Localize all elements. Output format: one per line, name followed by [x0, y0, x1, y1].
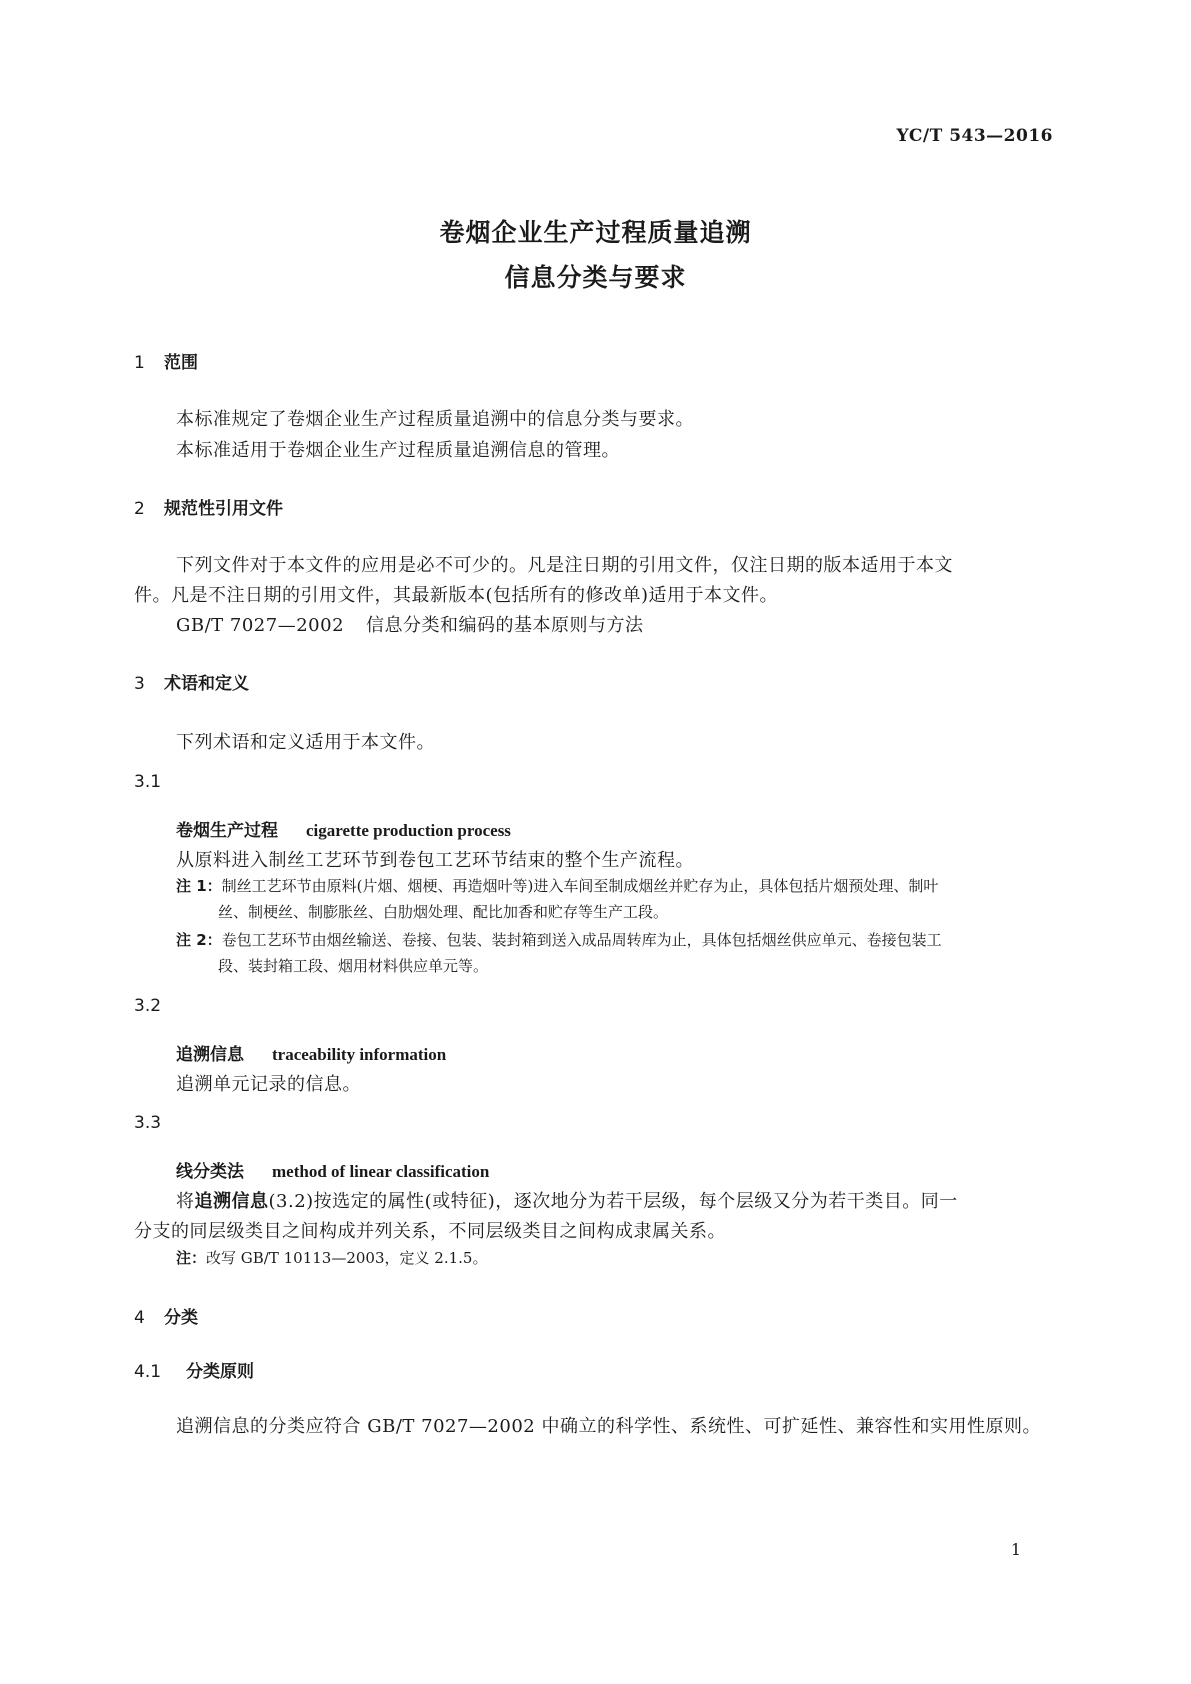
section-4-heading — [134, 1303, 198, 1328]
term-3-3-definition-line-2: 分支的同层级类目之间构成并列关系，不同层级类目之间构成隶属关系。 — [134, 1221, 726, 1242]
term-3-3-definition-line-1 — [176, 1187, 958, 1213]
standard-number: YC/T 543—2016 — [896, 126, 1053, 146]
section-number: 4 — [134, 1308, 145, 1328]
clause-3-1-number: 3.1 — [134, 772, 162, 792]
normative-reference — [176, 611, 644, 637]
term-3-2-definition: 追溯单元记录的信息。 — [176, 1074, 361, 1095]
note-text: 改写 GB/T 10113—2003，定义 2.1.5。 — [206, 1249, 488, 1267]
term-en: cigarette production process — [306, 821, 511, 840]
term-3-1-note-2-line-2: 段、装封箱工段、烟用材料供应单元等。 — [218, 957, 489, 975]
section-number: 3 — [134, 674, 145, 694]
term-3-1-definition: 从原料进入制丝工艺环节到卷包工艺环节结束的整个生产流程。 — [176, 850, 694, 871]
section-title: 规范性引用文件 — [164, 499, 283, 519]
note-text: 卷包工艺环节由烟丝输送、卷接、包装、装封箱到送入成品周转库为止，具体包括烟丝供应单元、卷接包装工 — [221, 931, 942, 949]
section-2-paragraph-line-2: 件。凡是不注日期的引用文件，其最新版本(包括所有的修改单)适用于本文件。 — [134, 585, 779, 606]
reference-code: GB/T 7027—2002 — [176, 615, 345, 636]
section-number: 1 — [134, 353, 145, 373]
section-3-intro: 下列术语和定义适用于本文件。 — [176, 732, 435, 753]
term-3-3-note — [176, 1247, 487, 1268]
section-title: 范围 — [164, 353, 198, 373]
term-3-1-note-1-line-2: 丝、制梗丝、制膨胀丝、白肋烟处理、配比加香和贮存等生产工段。 — [218, 903, 669, 921]
definition-text: 将 — [176, 1191, 195, 1212]
note-label: 注： — [176, 1249, 207, 1267]
document-title-line-1: 卷烟企业生产过程质量追溯 — [439, 218, 752, 247]
term-zh: 追溯信息 — [176, 1045, 244, 1065]
term-3-1-note-1-line-1 — [176, 875, 938, 896]
term-3-3 — [176, 1157, 489, 1182]
term-en: method of linear classification — [272, 1162, 490, 1181]
section-2-heading — [134, 494, 283, 519]
definition-text: (3.2)按选定的属性(或特征)，逐次地分为若干层级，每个层级又分为若干类目。同一 — [268, 1191, 958, 1212]
clause-3-3-number: 3.3 — [134, 1113, 162, 1133]
section-4-1-paragraph: 追溯信息的分类应符合 GB/T 7027—2002 中确立的科学性、系统性、可扩延性、兼容性和实用性原则。 — [176, 1416, 1041, 1437]
document-title-line-2: 信息分类与要求 — [504, 263, 687, 292]
term-zh: 线分类法 — [176, 1162, 244, 1182]
section-title: 分类 — [164, 1308, 198, 1328]
page-number: 1 — [1010, 1540, 1021, 1559]
section-1-paragraph-2: 本标准适用于卷烟企业生产过程质量追溯信息的管理。 — [176, 440, 620, 461]
term-3-2 — [176, 1040, 446, 1065]
section-title: 分类原则 — [186, 1362, 254, 1382]
note-label: 注 1： — [176, 877, 222, 895]
section-number: 2 — [134, 499, 145, 519]
note-text: 制丝工艺环节由原料(片烟、烟梗、再造烟叶等)进入车间至制成烟丝并贮存为止，具体包括片烟预处理、制叶 — [221, 877, 939, 895]
section-number: 4.1 — [134, 1362, 162, 1382]
section-1-heading — [134, 348, 198, 373]
term-3-1 — [176, 816, 511, 841]
clause-3-2-number: 3.2 — [134, 996, 162, 1016]
section-4-1-heading — [134, 1357, 254, 1382]
section-title: 术语和定义 — [164, 674, 249, 694]
term-cross-reference: 追溯信息 — [194, 1191, 269, 1212]
section-2-paragraph-line-1: 下列文件对于本文件的应用是必不可少的。凡是注日期的引用文件，仅注日期的版本适用于本文 — [176, 555, 953, 576]
section-3-heading — [134, 669, 249, 694]
section-1-paragraph-1: 本标准规定了卷烟企业生产过程质量追溯中的信息分类与要求。 — [176, 409, 694, 430]
reference-title: 信息分类和编码的基本原则与方法 — [366, 615, 644, 636]
note-label: 注 2： — [176, 931, 222, 949]
term-zh: 卷烟生产过程 — [176, 821, 278, 841]
term-3-1-note-2-line-1 — [176, 929, 942, 950]
term-en: traceability information — [272, 1045, 447, 1064]
